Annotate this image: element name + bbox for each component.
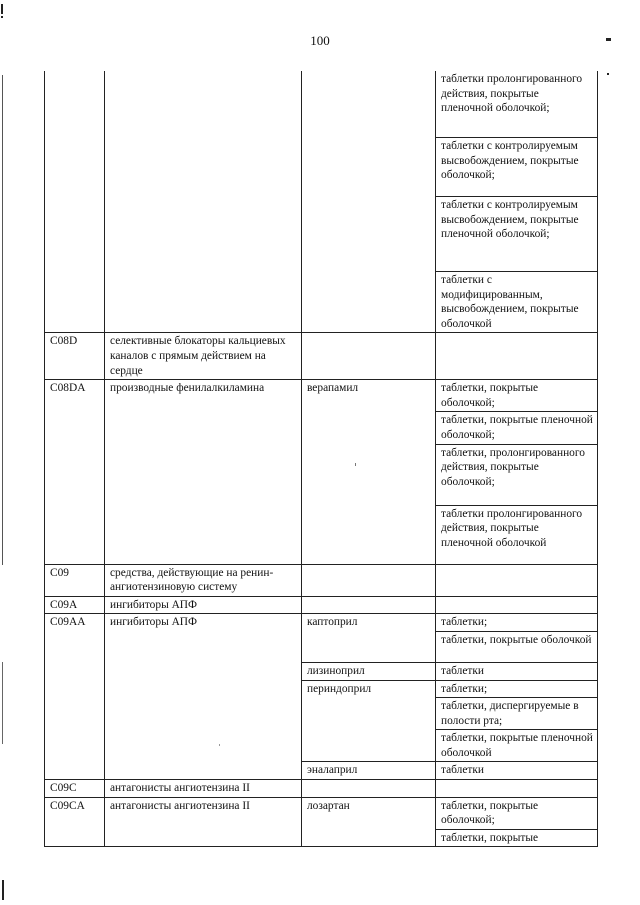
table-row (45, 797, 598, 829)
scan-artifact (2, 75, 3, 565)
drug-name-cell: периндоприл (302, 680, 436, 762)
group-name-cell (105, 71, 302, 333)
group-name-cell: антагонисты ангиотензина II (105, 797, 302, 847)
dosage-form-cell: таблетки, покрытые пленочной оболочкой; (436, 412, 598, 444)
drug-name-cell: лизиноприл (302, 662, 436, 680)
drug-name-cell (302, 71, 436, 333)
atc-code-cell (45, 71, 105, 333)
table-row (45, 614, 598, 632)
dosage-form-cell: таблетки пролонгированного действия, покрытые пленочной оболочкой; (436, 71, 598, 138)
atc-code-cell: C09 (45, 564, 105, 596)
scan-artifact (606, 38, 611, 41)
table-row (45, 380, 598, 412)
dosage-form-cell: таблетки, покрытые оболочкой (436, 631, 598, 662)
atc-code-cell: C09CA (45, 797, 105, 847)
dosage-form-cell: таблетки пролонгированного действия, покрытые пленочной оболочкой (436, 505, 598, 564)
dosage-form-cell: таблетки (436, 762, 598, 780)
dosage-form-cell: таблетки, покрытые пленочной оболочкой (436, 730, 598, 762)
dosage-form-cell: таблетки, покрытые (436, 829, 598, 847)
table-row (45, 596, 598, 614)
dosage-form-cell: таблетки (436, 662, 598, 680)
dosage-form-cell: таблетки, покрытые оболочкой; (436, 797, 598, 829)
drug-name-cell: лозартан (302, 797, 436, 847)
drug-name-cell: верапамил (302, 380, 436, 564)
group-name-cell: ингибиторы АПФ (105, 596, 302, 614)
dosage-form-cell: таблетки; (436, 614, 598, 632)
drug-classification-table (44, 71, 598, 847)
drug-name-cell (302, 564, 436, 596)
dosage-form-cell: таблетки с контролируемым высвобождением, покрытые оболочкой; (436, 138, 598, 197)
dosage-form-cell: таблетки с контролируемым высвобождением, покрытые пленочной оболочкой; (436, 197, 598, 272)
dosage-form-cell: таблетки, пролонгированного действия, покрытые оболочкой; (436, 444, 598, 505)
drug-name-cell: каптоприл (302, 614, 436, 663)
drug-name-cell (302, 780, 436, 798)
table-row (45, 71, 598, 138)
dosage-form-cell: таблетки; (436, 680, 598, 698)
dosage-form-cell (436, 564, 598, 596)
table-row (45, 564, 598, 596)
group-name-cell: антагонисты ангиотензина II (105, 780, 302, 798)
group-name-cell: производные фенилалкиламина (105, 380, 302, 564)
group-name-cell: средства, действующие на ренин-ангиотензиновую систему (105, 564, 302, 596)
scan-artifact (607, 73, 609, 75)
dosage-form-cell (436, 780, 598, 798)
group-name-cell: селективные блокаторы кальциевых каналов с прямым действием на сердце (105, 333, 302, 380)
atc-code-cell: C08D (45, 333, 105, 380)
page-number: 100 (310, 33, 330, 48)
drug-name-cell (302, 333, 436, 380)
atc-code-cell: C08DA (45, 380, 105, 564)
scan-artifact (1, 4, 3, 14)
table-row (45, 333, 598, 380)
dosage-form-cell (436, 596, 598, 614)
dosage-form-cell: таблетки с модифицированным, высвобождением, покрытые оболочкой (436, 272, 598, 333)
drug-name-cell: эналаприл (302, 762, 436, 780)
atc-code-cell: C09A (45, 596, 105, 614)
scan-artifact (1, 16, 3, 18)
scan-artifact (2, 880, 4, 900)
drug-name-cell (302, 596, 436, 614)
dosage-form-cell (436, 333, 598, 380)
table-row (45, 780, 598, 798)
dosage-form-cell: таблетки, диспергируемые в полости рта; (436, 698, 598, 730)
atc-code-cell: C09AA (45, 614, 105, 780)
group-name-cell: ингибиторы АПФ (105, 614, 302, 780)
scan-artifact (2, 662, 3, 744)
dosage-form-cell: таблетки, покрытые оболочкой; (436, 380, 598, 412)
atc-code-cell: C09C (45, 780, 105, 798)
